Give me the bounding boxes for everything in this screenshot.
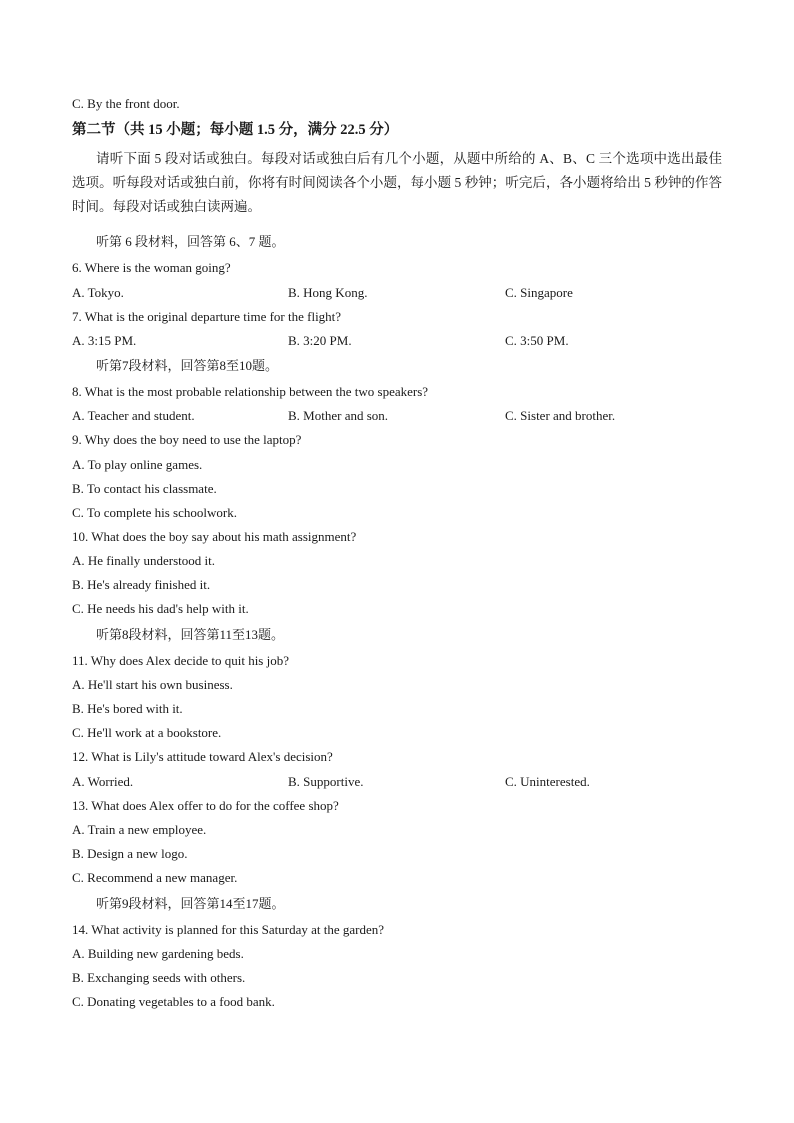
q6-option-c: C. Singapore [505, 285, 573, 300]
q10-option-b: B. He's already finished it. [72, 577, 211, 592]
question-7-options [72, 333, 722, 349]
question-12-options [72, 774, 722, 790]
option-c-previous-question: C. By the front door. [72, 96, 180, 111]
q8-option-c: C. Sister and brother. [505, 408, 616, 423]
q7-option-a: A. 3:15 PM. [72, 333, 137, 348]
material-9-heading: 听第9段材料，回答第14至17题。 [96, 896, 285, 911]
q13-option-b: B. Design a new logo. [72, 846, 188, 861]
q7-option-c: C. 3:50 PM. [505, 333, 569, 348]
q9-option-c: C. To complete his schoolwork. [72, 505, 237, 520]
q8-option-a: A. Teacher and student. [72, 408, 195, 423]
question-12: 12. What is Lily's attitude toward Alex's decision? [72, 749, 333, 764]
section-instruction: 请听下面 5 段对话或独白。每段对话或独白后有几个小题，从题中所给的 A、B、C 三个选项中选出最佳选项。听每段对话或独白前，你将有时间阅读各个小题，每小题 5 秒钟；听完后，各小题将给出 5 秒钟的作答时间。每段对话或独白读两遍。 [72, 151, 722, 214]
question-6: 6. Where is the woman going? [72, 260, 231, 275]
q13-option-c: C. Recommend a new manager. [72, 870, 238, 885]
q9-option-a: A. To play online games. [72, 457, 203, 472]
q14-option-b: B. Exchanging seeds with others. [72, 970, 246, 985]
q12-option-a: A. Worried. [72, 774, 134, 789]
q11-option-a: A. He'll start his own business. [72, 677, 233, 692]
q6-option-a: A. Tokyo. [72, 285, 124, 300]
question-8: 8. What is the most probable relationship between the two speakers? [72, 384, 429, 399]
question-14: 14. What activity is planned for this Saturday at the garden? [72, 922, 385, 937]
q13-option-a: A. Train a new employee. [72, 822, 207, 837]
q10-option-c: C. He needs his dad's help with it. [72, 601, 249, 616]
question-11: 11. Why does Alex decide to quit his job? [72, 653, 289, 668]
question-8-options [72, 408, 722, 424]
section-title: 第二节（共 15 小题；每小题 1.5 分，满分 22.5 分） [72, 122, 399, 138]
question-7: 7. What is the original departure time for the flight? [72, 309, 342, 324]
q14-option-c: C. Donating vegetables to a food bank. [72, 994, 275, 1009]
material-7-heading: 听第7段材料，回答第8至10题。 [96, 358, 279, 373]
question-6-options [72, 285, 722, 301]
question-9: 9. Why does the boy need to use the laptop? [72, 432, 302, 447]
q9-option-b: B. To contact his classmate. [72, 481, 217, 496]
question-13: 13. What does Alex offer to do for the coffee shop? [72, 798, 339, 813]
question-10: 10. What does the boy say about his math assignment? [72, 529, 357, 544]
q6-option-b: B. Hong Kong. [288, 285, 368, 300]
q12-option-b: B. Supportive. [288, 774, 364, 789]
q12-option-c: C. Uninterested. [505, 774, 590, 789]
q11-option-b: B. He's bored with it. [72, 701, 183, 716]
q10-option-a: A. He finally understood it. [72, 553, 215, 568]
material-8-heading: 听第8段材料，回答第11至13题。 [96, 627, 285, 642]
q7-option-b: B. 3:20 PM. [288, 333, 352, 348]
q11-option-c: C. He'll work at a bookstore. [72, 725, 222, 740]
material-6-heading: 听第 6 段材料，回答第 6、7 题。 [96, 234, 285, 249]
q14-option-a: A. Building new gardening beds. [72, 946, 244, 961]
q8-option-b: B. Mother and son. [288, 408, 389, 423]
